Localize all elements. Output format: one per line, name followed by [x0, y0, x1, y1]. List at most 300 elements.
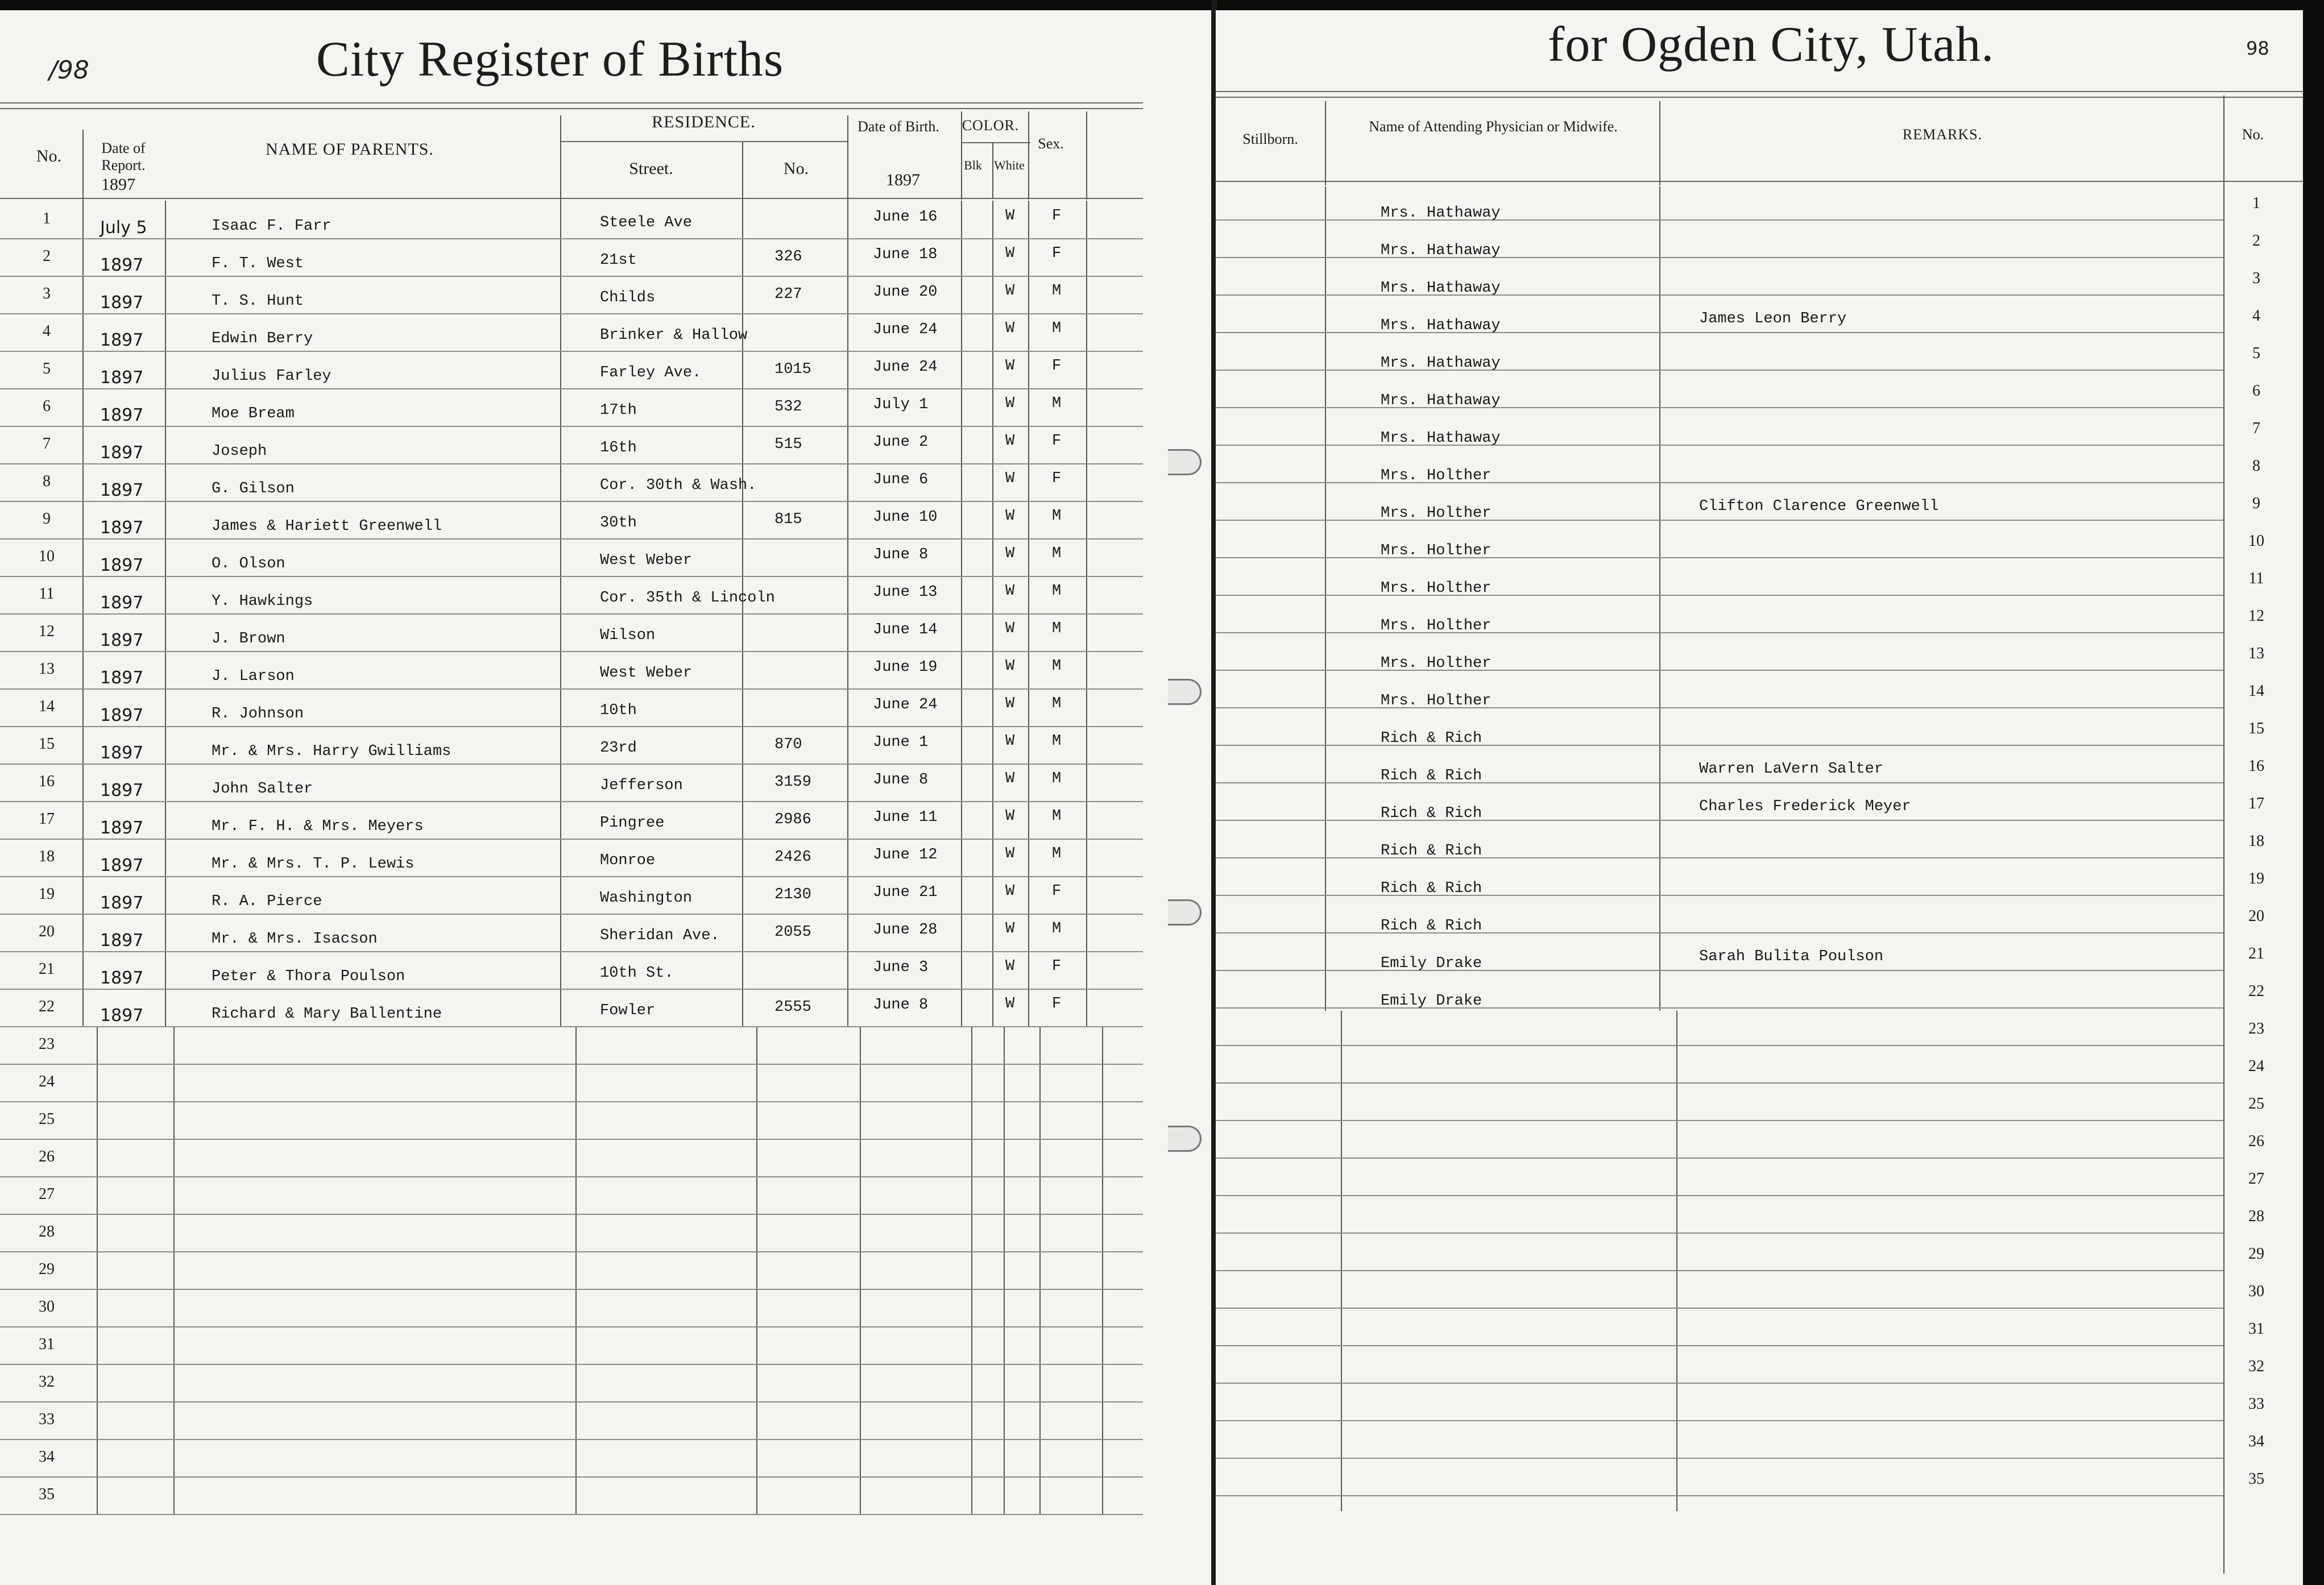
row-rule	[1216, 407, 2223, 408]
parents-name-cell: Joseph	[212, 443, 267, 460]
parents-name-cell: Y. Hawkings	[212, 593, 313, 610]
row-rule	[1216, 1195, 2223, 1196]
color-cell: W	[1005, 920, 1015, 937]
color-cell: W	[1005, 658, 1015, 675]
row-number: 25	[39, 1110, 55, 1128]
row-rule	[1216, 820, 2223, 821]
row-rule	[0, 576, 1143, 577]
row-rule	[1216, 1157, 2223, 1159]
date-of-birth-cell: June 28	[873, 922, 938, 939]
row-rule	[0, 764, 1143, 765]
row-rule	[0, 1364, 1143, 1365]
header-blk: Blk	[964, 158, 982, 172]
row-number: 13	[2248, 645, 2264, 662]
date-of-birth-cell: June 1	[873, 734, 929, 751]
row-rule	[0, 426, 1143, 427]
residence-street-cell: Cor. 35th & Lincoln	[600, 590, 775, 607]
residence-street-cell: West Weber	[600, 552, 693, 569]
row-rule	[1216, 1270, 2223, 1271]
row-rule	[1216, 745, 2223, 746]
row-rule	[1216, 257, 2223, 258]
row-number: 18	[2248, 832, 2264, 850]
binder-hole	[1168, 679, 1202, 705]
residence-street-cell: 17th	[600, 402, 637, 419]
row-rule	[1216, 895, 2223, 896]
row-rule	[0, 1326, 1143, 1327]
row-rule	[1216, 445, 2223, 446]
row-number: 31	[2248, 1320, 2264, 1338]
row-number: 3	[43, 285, 51, 302]
header-street-no: No.	[783, 159, 809, 178]
parents-name-cell: Julius Farley	[212, 368, 332, 385]
row-number: 9	[2252, 495, 2260, 512]
date-of-report-cell: 1897	[100, 368, 144, 388]
right-register-sheet	[1216, 10, 2303, 1585]
row-rule	[0, 388, 1143, 389]
color-cell: W	[1005, 845, 1015, 862]
row-rule	[0, 1214, 1143, 1215]
date-of-report-cell: 1897	[100, 593, 144, 613]
color-cell: W	[1005, 470, 1015, 487]
residence-street-cell: Cor. 30th & Wash.	[600, 477, 757, 494]
row-rule	[0, 501, 1143, 502]
color-cell: W	[1005, 770, 1015, 787]
row-number: 20	[2248, 907, 2264, 925]
row-rule	[1216, 1495, 2223, 1496]
row-number: 24	[2248, 1057, 2264, 1075]
sex-cell: M	[1052, 620, 1062, 637]
residence-street-cell: Steele Ave	[600, 214, 693, 231]
sex-cell: F	[1052, 358, 1062, 375]
residence-number-cell: 326	[774, 248, 802, 265]
residence-number-cell: 2555	[774, 999, 811, 1016]
color-cell: W	[1005, 995, 1015, 1013]
row-rule	[0, 351, 1143, 352]
row-rule	[0, 1139, 1143, 1140]
row-rule	[0, 876, 1143, 877]
date-of-birth-cell: June 24	[873, 321, 938, 338]
residence-number-cell: 532	[774, 399, 802, 416]
physician-cell: Mrs. Hathaway	[1381, 355, 1501, 372]
sex-cell: M	[1052, 283, 1062, 300]
row-number: 7	[2252, 420, 2260, 437]
residence-number-cell: 515	[774, 436, 802, 453]
color-subheader-rule	[961, 142, 1030, 143]
row-number: 29	[39, 1260, 55, 1278]
row-number: 1	[43, 210, 51, 227]
sex-cell: M	[1052, 845, 1062, 862]
color-cell: W	[1005, 433, 1015, 450]
physician-cell: Mrs. Holther	[1381, 505, 1492, 522]
right-page-number: 98	[2246, 38, 2269, 59]
date-of-birth-cell: June 11	[873, 809, 938, 826]
row-rule	[0, 651, 1143, 652]
sex-cell: M	[1052, 508, 1062, 525]
header-top-rule	[1216, 91, 2303, 92]
row-number: 2	[43, 247, 51, 265]
row-rule	[1216, 970, 2223, 971]
row-rule	[1216, 632, 2223, 633]
header-remarks: REMARKS.	[1902, 126, 1983, 143]
row-number: 33	[39, 1410, 55, 1428]
parents-name-cell: Isaac F. Farr	[212, 218, 332, 235]
parents-name-cell: Peter & Thora Poulson	[212, 968, 405, 985]
residence-street-cell: Brinker & Hallow	[600, 327, 748, 344]
date-of-report-cell: 1897	[100, 630, 144, 650]
date-of-birth-cell: June 20	[873, 284, 938, 301]
remarks-cell: Warren LaVern Salter	[1699, 761, 1884, 778]
date-of-report-cell: 1897	[100, 255, 144, 275]
parents-name-cell: James & Hariett Greenwell	[212, 518, 442, 535]
row-number: 15	[39, 735, 55, 753]
col-divider	[860, 1026, 861, 1514]
color-cell: W	[1005, 958, 1015, 975]
row-rule	[1216, 595, 2223, 596]
row-number: 10	[2248, 532, 2264, 550]
header-col-divider	[1086, 111, 1087, 200]
row-rule	[1216, 1233, 2223, 1234]
row-number: 2	[2252, 232, 2260, 250]
col-divider	[1676, 1011, 1677, 1511]
col-divider	[97, 1026, 98, 1514]
row-number: 26	[2248, 1132, 2264, 1150]
header-residence: RESIDENCE.	[652, 113, 756, 131]
row-number: 33	[2248, 1395, 2264, 1413]
row-number: 30	[39, 1298, 55, 1316]
parents-name-cell: J. Brown	[212, 630, 285, 648]
physician-cell: Rich & Rich	[1381, 730, 1482, 747]
row-rule	[0, 276, 1143, 277]
residence-street-cell: 21st	[600, 252, 637, 269]
date-of-report-cell: 1897	[100, 968, 144, 988]
col-divider	[1341, 1011, 1342, 1511]
physician-cell: Rich & Rich	[1381, 805, 1482, 822]
row-number: 28	[2248, 1208, 2264, 1225]
row-number: 7	[43, 435, 51, 453]
row-rule	[0, 1476, 1143, 1478]
row-number: 34	[2248, 1433, 2264, 1450]
color-cell: W	[1005, 808, 1015, 825]
row-number: 32	[2248, 1358, 2264, 1375]
header-street: Street.	[629, 159, 673, 178]
physician-cell: Mrs. Hathaway	[1381, 317, 1501, 334]
residence-number-cell: 815	[774, 511, 802, 528]
residence-number-cell: 2426	[774, 849, 811, 866]
date-of-report-cell: July 5	[100, 218, 147, 238]
sex-cell: M	[1052, 808, 1062, 825]
row-number: 13	[39, 660, 55, 678]
residence-street-cell: Pingree	[600, 815, 665, 832]
row-rule	[1216, 294, 2223, 296]
binder-hole	[1168, 899, 1202, 926]
row-number: 21	[39, 960, 55, 978]
row-number: 14	[39, 698, 55, 715]
header-col-divider	[992, 142, 993, 199]
date-of-report-cell: 1897	[100, 931, 144, 951]
sex-cell: F	[1052, 245, 1062, 262]
date-of-birth-cell: June 6	[873, 471, 929, 488]
row-number: 11	[2248, 570, 2264, 587]
row-rule	[0, 1401, 1143, 1403]
physician-cell: Mrs. Holther	[1381, 692, 1492, 709]
row-number: 12	[39, 623, 55, 640]
no-col-divider	[2223, 96, 2224, 1574]
row-rule	[0, 463, 1143, 464]
row-number: 22	[2248, 982, 2264, 1000]
physician-cell: Rich & Rich	[1381, 843, 1482, 860]
parents-name-cell: Mr. & Mrs. T. P. Lewis	[212, 856, 415, 873]
residence-number-cell: 2130	[774, 886, 811, 903]
header-color: COLOR.	[962, 117, 1020, 134]
row-number: 20	[39, 923, 55, 940]
physician-cell: Mrs. Holther	[1381, 655, 1492, 672]
row-number: 23	[2248, 1020, 2264, 1038]
row-number: 12	[2248, 607, 2264, 625]
parents-name-cell: Richard & Mary Ballentine	[212, 1006, 442, 1023]
residence-subheader-rule	[560, 141, 847, 142]
date-of-birth-cell: June 14	[873, 621, 938, 638]
row-rule	[0, 1514, 1143, 1515]
residence-street-cell: 16th	[600, 439, 637, 457]
date-of-report-cell: 1897	[100, 555, 144, 575]
row-rule	[0, 1101, 1143, 1102]
parents-name-cell: R. Johnson	[212, 706, 304, 723]
row-rule	[1216, 670, 2223, 671]
residence-street-cell: Jefferson	[600, 777, 683, 794]
sex-cell: M	[1052, 770, 1062, 787]
left-page-number: /98	[49, 56, 89, 85]
residence-street-cell: 10th	[600, 702, 637, 719]
header-white: White	[994, 158, 1025, 172]
row-rule	[0, 914, 1143, 915]
parents-name-cell: O. Olson	[212, 555, 285, 572]
color-cell: W	[1005, 208, 1015, 225]
physician-cell: Mrs. Holther	[1381, 467, 1492, 484]
color-cell: W	[1005, 395, 1015, 412]
row-rule	[1216, 782, 2223, 783]
physician-cell: Rich & Rich	[1381, 880, 1482, 897]
col-divider	[756, 1026, 757, 1514]
row-rule	[1216, 932, 2223, 933]
physician-cell: Mrs. Holther	[1381, 617, 1492, 634]
sex-cell: M	[1052, 695, 1062, 712]
date-of-report-cell: 1897	[100, 1006, 144, 1026]
row-number: 27	[39, 1185, 55, 1203]
parents-name-cell: Edwin Berry	[212, 330, 313, 347]
header-top-rule	[0, 102, 1143, 103]
header-top-rule-2	[0, 108, 1143, 109]
row-number: 5	[43, 360, 51, 377]
parents-name-cell: T. S. Hunt	[212, 293, 304, 310]
right-page-title: for Ogden City, Utah.	[1548, 17, 1995, 72]
row-rule	[0, 613, 1143, 615]
color-cell: W	[1005, 358, 1015, 375]
row-number: 9	[43, 510, 51, 528]
header-col-divider	[1325, 101, 1326, 185]
date-of-birth-cell: June 24	[873, 696, 938, 713]
parents-name-cell: Moe Bream	[212, 405, 295, 422]
row-number: 22	[39, 998, 55, 1015]
header-col-divider	[82, 130, 84, 204]
sex-cell: M	[1052, 545, 1062, 562]
date-of-birth-cell: June 8	[873, 546, 929, 563]
row-rule	[1216, 857, 2223, 858]
col-divider	[1102, 1026, 1103, 1514]
row-number: 25	[2248, 1095, 2264, 1113]
color-cell: W	[1005, 883, 1015, 900]
row-rule	[1216, 707, 2223, 708]
row-rule	[1216, 1120, 2223, 1121]
residence-street-cell: Washington	[600, 890, 693, 907]
physician-cell: Mrs. Hathaway	[1381, 392, 1501, 409]
residence-street-cell: Farley Ave.	[600, 364, 702, 381]
residence-number-cell: 870	[774, 736, 802, 753]
date-of-birth-cell: June 18	[873, 246, 938, 263]
col-divider	[173, 1026, 175, 1514]
header-no: No.	[36, 147, 62, 165]
header-col-divider	[1659, 101, 1660, 185]
date-of-birth-cell: June 8	[873, 771, 929, 789]
date-of-birth-cell: June 24	[873, 359, 938, 376]
parents-name-cell: J. Larson	[212, 668, 295, 685]
row-number: 24	[39, 1073, 55, 1090]
header-top-rule-2	[1216, 97, 2303, 98]
header-date-of-birth: Date of Birth.	[857, 118, 939, 135]
header-col-divider	[961, 111, 962, 200]
color-cell: W	[1005, 583, 1015, 600]
col-divider	[971, 1026, 972, 1514]
residence-street-cell: 30th	[600, 514, 637, 532]
parents-name-cell: R. A. Pierce	[212, 893, 322, 910]
row-number: 6	[43, 397, 51, 415]
date-of-birth-cell: June 2	[873, 434, 929, 451]
row-rule	[1216, 520, 2223, 521]
sex-cell: M	[1052, 733, 1062, 750]
color-cell: W	[1005, 245, 1015, 262]
sex-cell: M	[1052, 920, 1062, 937]
row-rule	[0, 1289, 1143, 1290]
sex-cell: F	[1052, 470, 1062, 487]
date-of-report-cell: 1897	[100, 518, 144, 538]
row-rule	[0, 238, 1143, 239]
sex-cell: F	[1052, 995, 1062, 1013]
row-rule	[0, 1251, 1143, 1252]
residence-street-cell: Sheridan Ave.	[600, 927, 720, 944]
row-number: 17	[39, 810, 55, 828]
row-number: 31	[39, 1335, 55, 1353]
header-no: No.	[2242, 126, 2264, 143]
color-cell: W	[1005, 283, 1015, 300]
date-of-report-cell: 1897	[100, 293, 144, 313]
header-col-divider	[742, 142, 743, 201]
date-of-birth-cell: June 10	[873, 509, 938, 526]
header-bottom-rule	[1216, 181, 2303, 182]
row-rule	[1216, 557, 2223, 558]
date-of-report-cell: 1897	[100, 781, 144, 800]
row-rule	[0, 1439, 1143, 1440]
row-rule	[0, 1064, 1143, 1065]
residence-number-cell: 2055	[774, 924, 811, 941]
row-number: 27	[2248, 1170, 2264, 1188]
row-number: 35	[2248, 1470, 2264, 1488]
row-number: 19	[39, 885, 55, 903]
left-page-title: City Register of Births	[316, 32, 784, 87]
parents-name-cell: Mr. & Mrs. Isacson	[212, 931, 378, 948]
residence-street-cell: Monroe	[600, 852, 656, 869]
row-number: 14	[2248, 682, 2264, 700]
color-cell: W	[1005, 508, 1015, 525]
date-of-birth-cell: June 19	[873, 659, 938, 676]
row-number: 28	[39, 1223, 55, 1240]
sex-cell: F	[1052, 883, 1062, 900]
header-date-of-report: Date of Report.	[101, 140, 146, 173]
parents-name-cell: Mr. F. H. & Mrs. Meyers	[212, 818, 424, 835]
row-number: 4	[2252, 307, 2260, 325]
row-rule	[1216, 482, 2223, 483]
col-divider	[1004, 1026, 1005, 1514]
row-number: 11	[39, 585, 55, 603]
row-number: 29	[2248, 1245, 2264, 1263]
header-col-divider	[1028, 111, 1029, 200]
residence-number-cell: 1015	[774, 361, 811, 378]
row-rule	[0, 839, 1143, 840]
row-number: 8	[2252, 457, 2260, 475]
row-rule	[0, 1026, 1143, 1027]
left-register-sheet	[0, 10, 1211, 1585]
date-of-report-cell: 1897	[100, 893, 144, 913]
row-number: 19	[2248, 870, 2264, 887]
sex-cell: M	[1052, 395, 1062, 412]
physician-cell: Emily Drake	[1381, 955, 1482, 972]
row-rule	[1216, 1458, 2223, 1459]
row-number: 16	[39, 773, 55, 790]
residence-street-cell: Fowler	[600, 1002, 656, 1019]
row-rule	[1216, 370, 2223, 371]
physician-cell: Mrs. Hathaway	[1381, 280, 1501, 297]
remarks-cell: Clifton Clarence Greenwell	[1699, 498, 1939, 515]
residence-number-cell: 2986	[774, 811, 811, 828]
row-rule	[0, 726, 1143, 727]
row-number: 8	[43, 472, 51, 490]
row-number: 5	[2252, 345, 2260, 362]
date-of-report-cell: 1897	[100, 743, 144, 763]
parents-name-cell: John Salter	[212, 781, 313, 798]
header-bottom-rule	[0, 198, 1143, 199]
physician-cell: Mrs. Hathaway	[1381, 430, 1501, 447]
row-number: 10	[39, 547, 55, 565]
date-of-report-cell: 1897	[100, 856, 144, 876]
date-of-report-cell: 1897	[100, 405, 144, 425]
sex-cell: F	[1052, 433, 1062, 450]
physician-cell: Emily Drake	[1381, 993, 1482, 1010]
residence-number-cell: 227	[774, 286, 802, 303]
row-number: 17	[2248, 795, 2264, 812]
row-rule	[0, 538, 1143, 540]
row-rule	[1216, 1308, 2223, 1309]
row-number: 35	[39, 1486, 55, 1503]
header-col-divider	[560, 115, 561, 201]
header-stillborn: Stillborn.	[1242, 131, 1298, 147]
remarks-cell: James Leon Berry	[1699, 310, 1847, 327]
date-of-birth-cell: June 12	[873, 847, 938, 864]
row-number: 16	[2248, 757, 2264, 775]
date-of-report-cell: 1897	[100, 706, 144, 725]
col-divider	[1659, 186, 1660, 1011]
date-of-report-cell: 1897	[100, 330, 144, 350]
header-date-of-report-year: 1897	[101, 175, 135, 194]
row-rule	[0, 688, 1143, 690]
row-rule	[1216, 1082, 2223, 1084]
